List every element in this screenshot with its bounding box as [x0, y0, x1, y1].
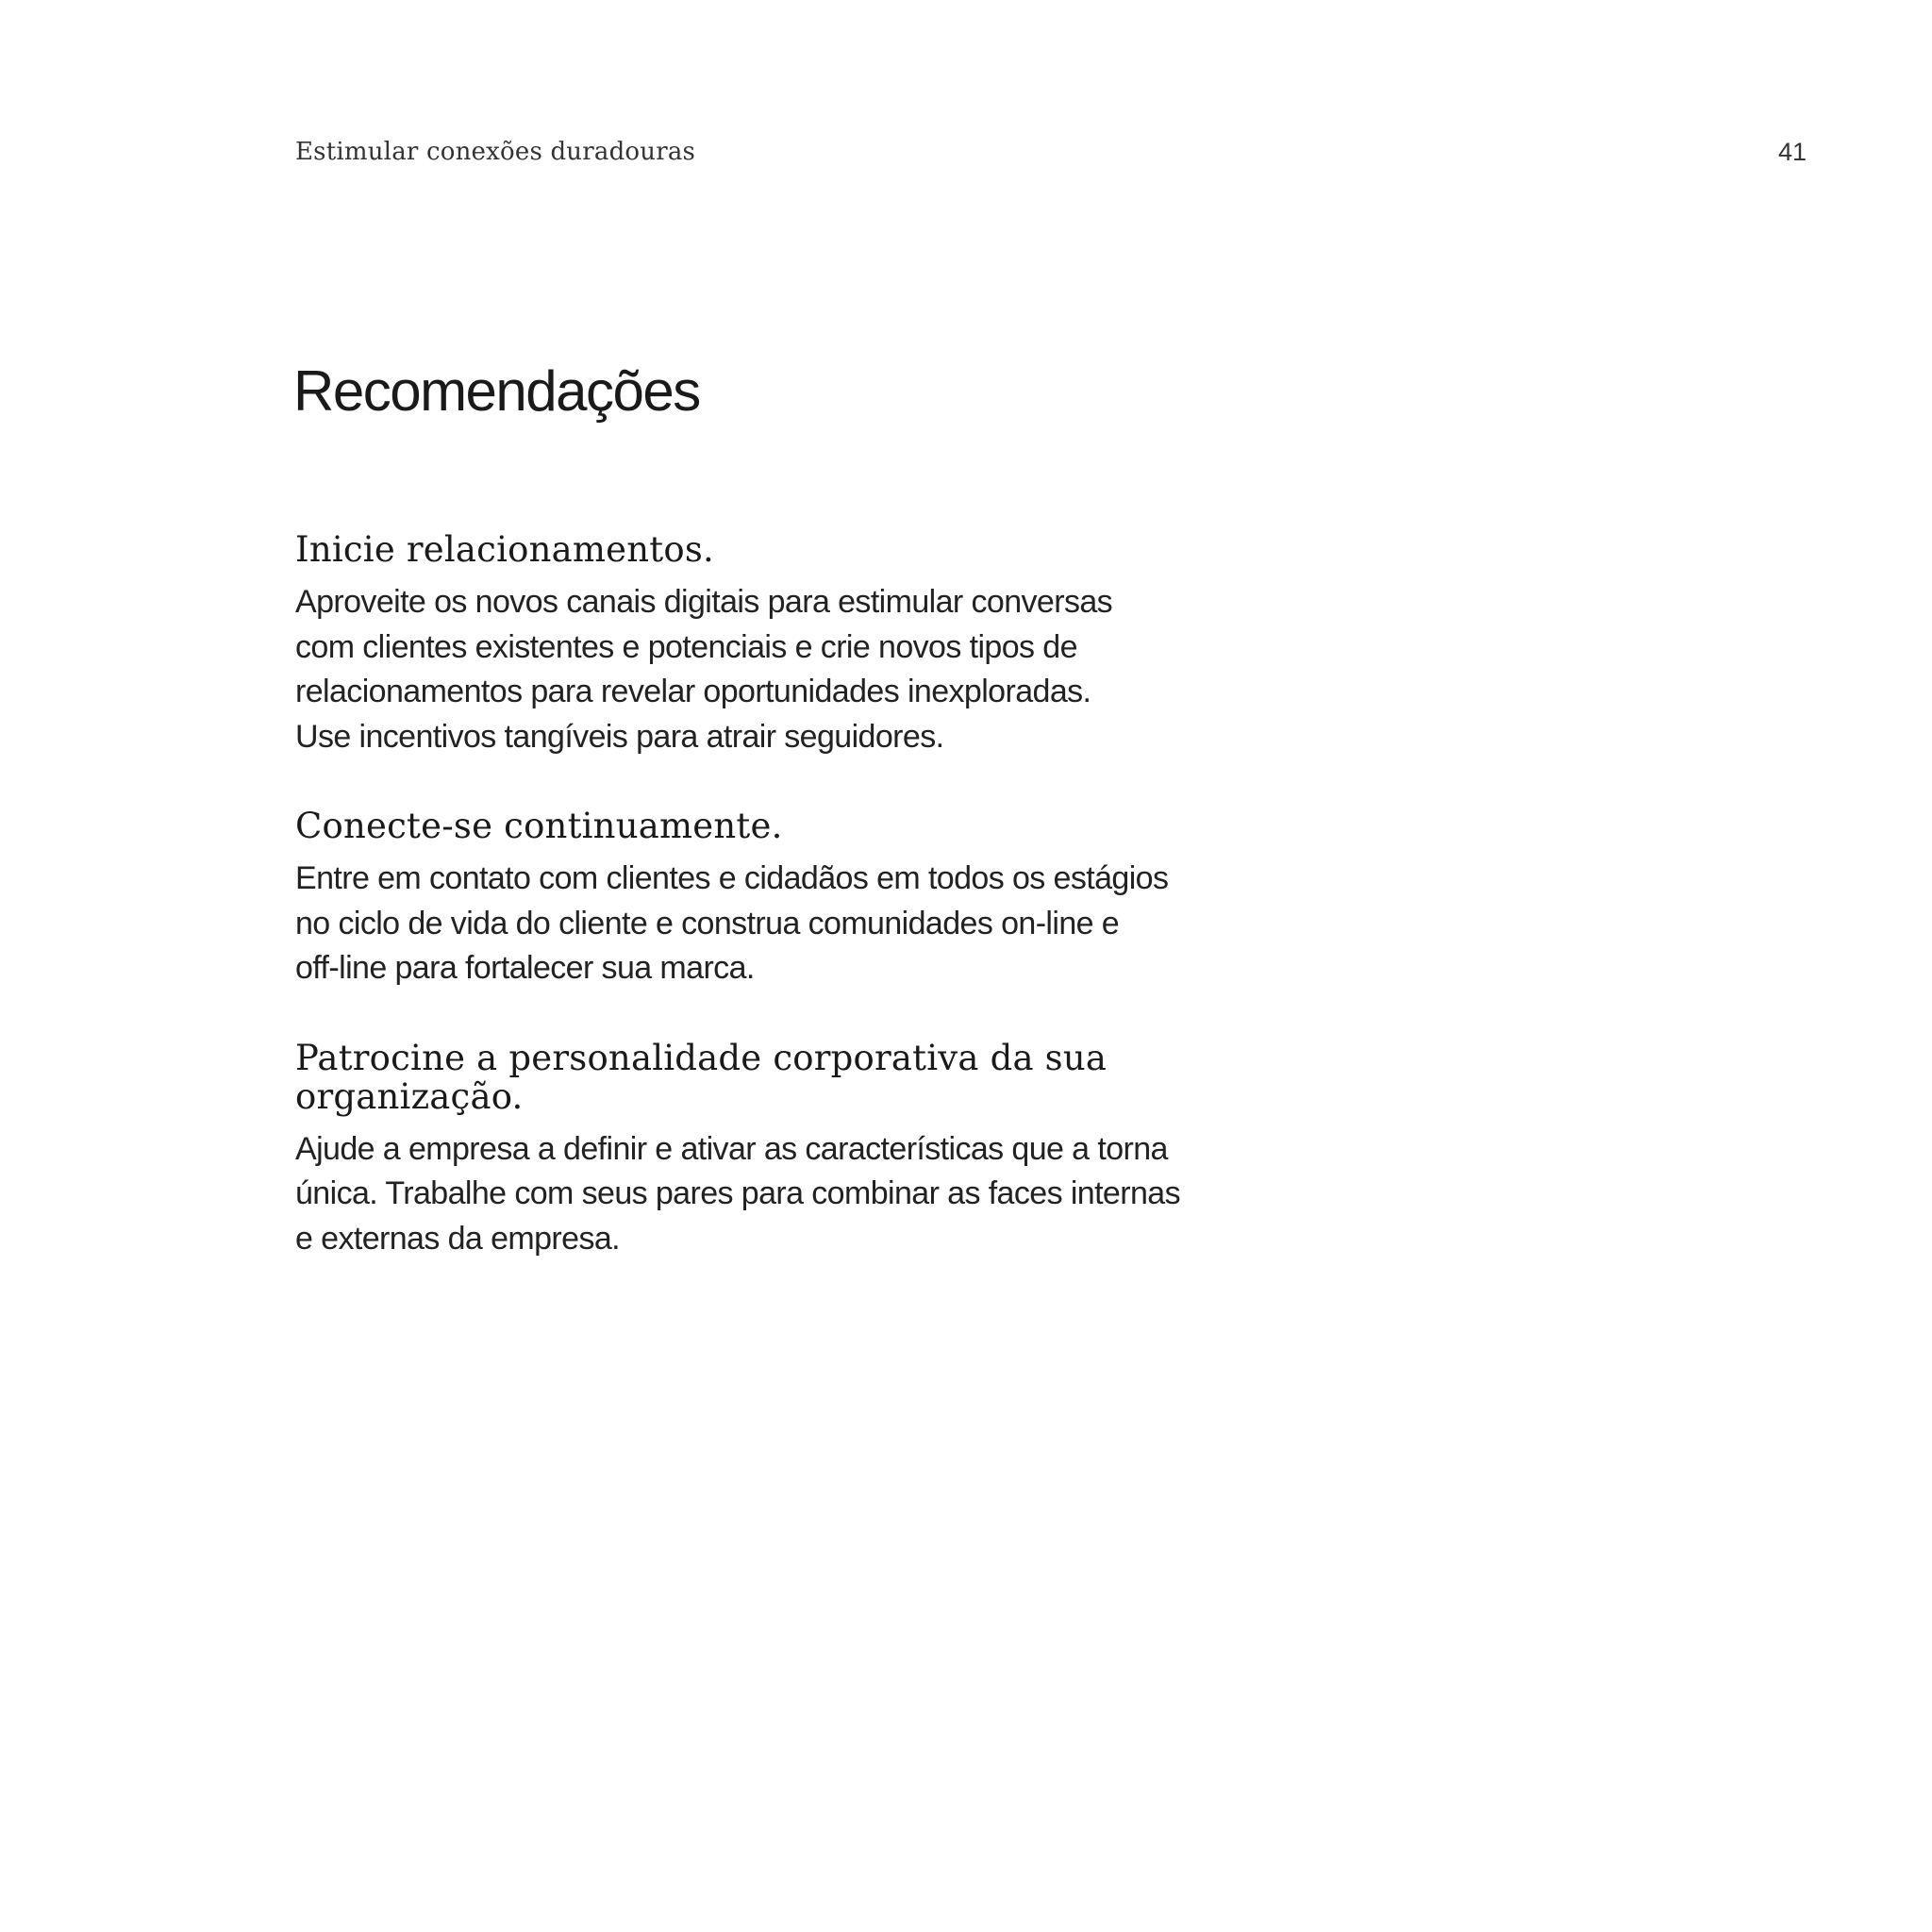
body-line: Use incentivos tangíveis para atrair seguidores.	[295, 718, 944, 755]
section-heading-line: Patrocine a personalidade corporativa da sua	[295, 1037, 1108, 1078]
section-heading-line: Conecte-se continuamente.	[295, 806, 783, 846]
section-heading-line: organização.	[295, 1075, 524, 1117]
section-heading	[295, 530, 1239, 569]
page-number: 41	[1777, 138, 1807, 166]
body-line: e externas da empresa.	[295, 1220, 620, 1257]
section-body	[295, 1127, 1239, 1262]
page-title: Recomendações	[293, 359, 700, 423]
body-line: Ajude a empresa a definir e ativar as características que a torna	[295, 1130, 1168, 1167]
body-line: única. Trabalhe com seus pares para combinar as faces internas	[295, 1175, 1180, 1211]
recommendation-section	[295, 1039, 1239, 1262]
body-line: Aproveite os novos canais digitais para estimular conversas	[295, 584, 1113, 620]
running-header: Estimular conexões duradouras	[295, 138, 696, 166]
section-body	[295, 580, 1239, 759]
section-heading-line: Inicie relacionamentos.	[295, 529, 714, 570]
body-line: Entre em contato com clientes e cidadãos em todos os estágios	[295, 860, 1169, 896]
body-line: off-line para fortalecer sua marca.	[295, 950, 755, 986]
body-line: com clientes existentes e potenciais e crie novos tipos de	[295, 628, 1077, 665]
body-line: no ciclo de vida do cliente e construa comunidades on-line e	[295, 905, 1120, 941]
section-body	[295, 857, 1239, 991]
recommendation-section	[295, 530, 1239, 759]
body-line: relacionamentos para revelar oportunidades inexploradas.	[295, 674, 1091, 709]
section-heading	[295, 1039, 1239, 1116]
recommendation-section	[295, 807, 1239, 991]
section-heading	[295, 807, 1239, 845]
recommendations-list	[295, 530, 1239, 1308]
